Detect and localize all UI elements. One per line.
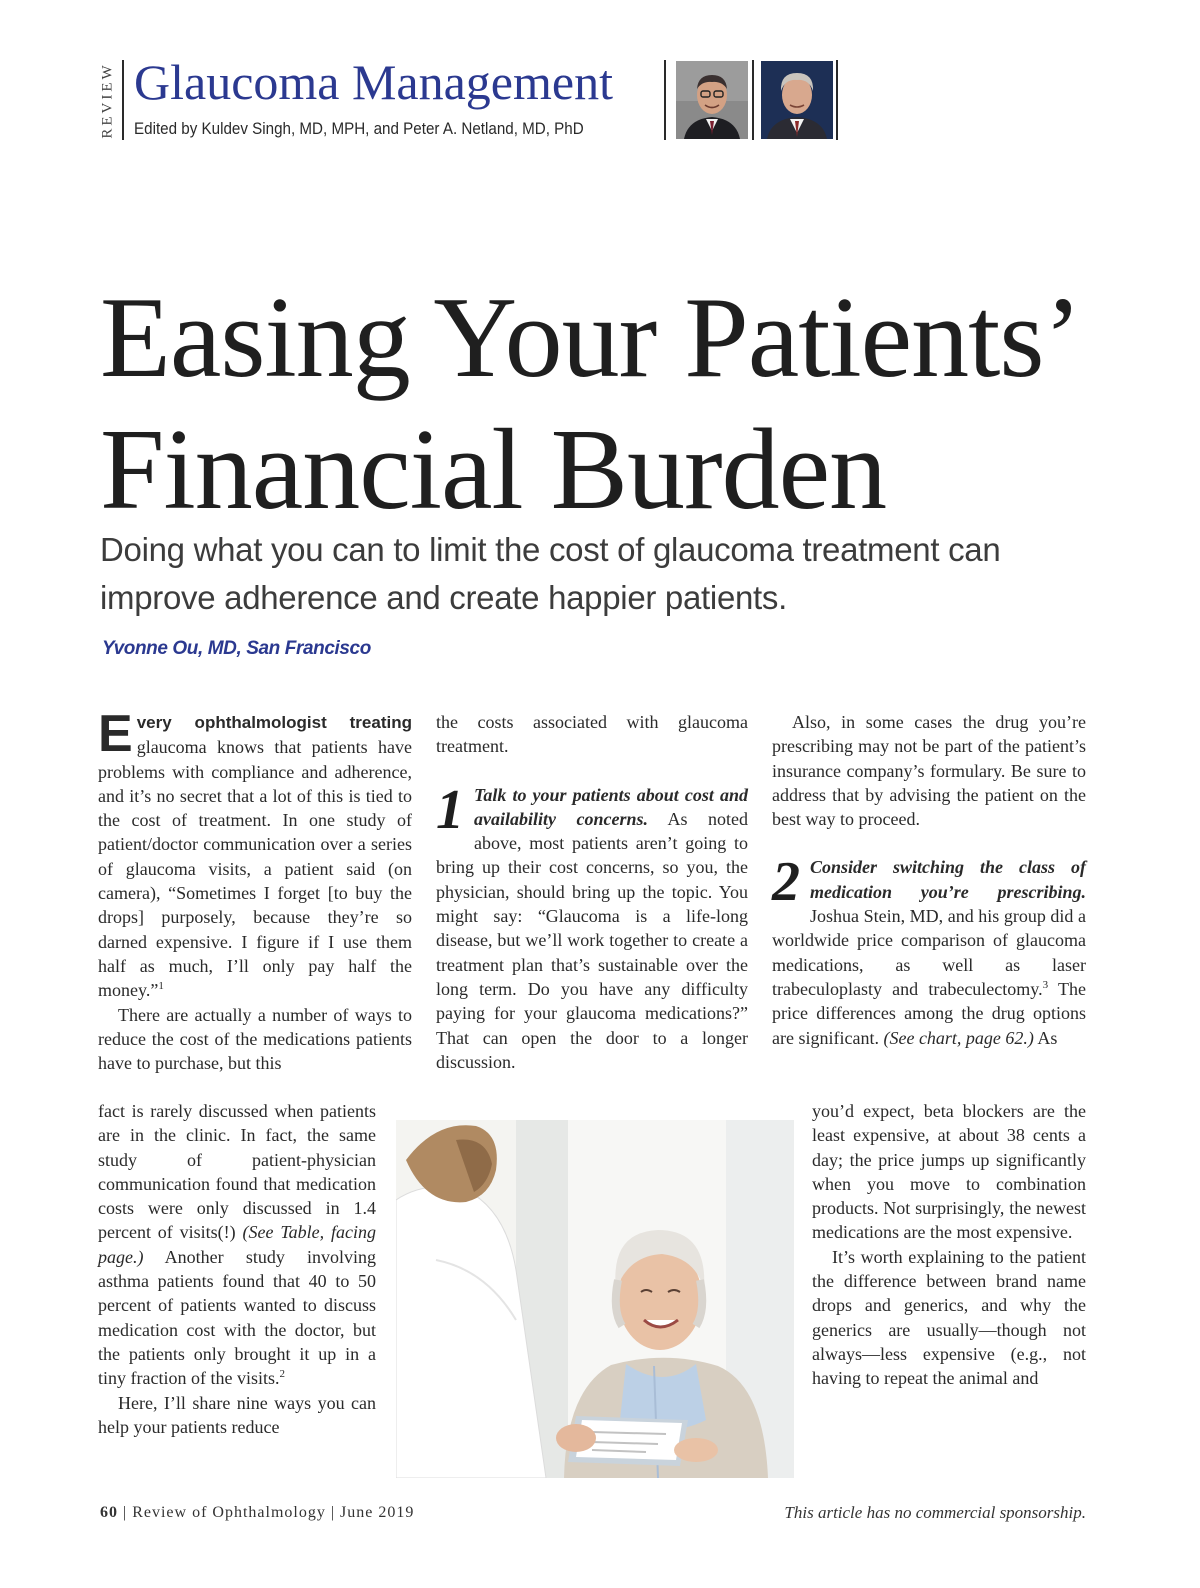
table-reference: (See Table, facing page.) [98,1222,377,1267]
article-title-line1: Easing Your Patients’ [100,274,1082,402]
review-label: REVIEW [99,61,116,139]
page-footer-folio: 60 | Review of Ophthalmology | June 2019 [100,1504,415,1521]
publication-name: Review of Ophthalmology [132,1504,326,1521]
lead-in: very ophthalmologist treating [136,713,412,732]
reference-3: 3 [1042,978,1049,991]
section-title: Glaucoma Management [134,54,613,110]
doctor-patient-photo [396,1120,794,1478]
paragraph-generics: It’s worth explaining to the patient the difference between brand name drops and generics, and why the generics are usually—though not always—less expensive (e.g., not having to repeat the animal and [812,1246,1086,1389]
editor-photo-netland [761,61,833,139]
article-title-line2: Financial Burden [100,406,887,534]
body-column-3-bottom [812,1099,1086,1391]
issue-date: June 2019 [340,1504,415,1521]
header-divider [836,60,838,140]
header-divider [752,60,754,140]
paragraph-nine-ways-cont: the costs associated with glaucoma treatment. [436,712,748,757]
editor-photo-singh [676,61,748,139]
drop-cap: E [98,705,133,763]
step-2-paragraph: 2 Consider switching the class of medication you’re prescribing. Joshua Stein, MD, and his group did a worldwide price comparison of glaucoma medications, as well as laser trabeculoplasty and trabeculectomy.$^3$ The price differences among the drug options are significant. (See chart, page 62.) As [772,851,1086,1048]
step-1-number: 1 [436,778,464,841]
page-number: 60 [100,1504,118,1521]
step-2-paragraph-cont: you’d expect, beta blockers are the least expensive, at about 38 cents a day; the price jumps up significantly when you move to combination products. Not surprisingly, the newest medications are the most expensive. [812,1101,1086,1243]
paragraph-cost-ways-cont: fact is rarely discussed when patients are in the clinic. In fact, the same study of patient-physician communication found that medication costs were only discussed in 1.4 percent of visits(!) (See Table, facing page.) Another study involving asthma patients found that 40 to 50 percent of patients wanted to discuss medication cost with the doctor, but the patients only brought it up in a tiny fraction of the visits.$^2$ [98,1101,377,1389]
chart-reference: (See chart, page 62.) [883,1027,1034,1048]
header-divider [664,60,666,140]
step-1-heading: Talk to your patients about cost and availability concerns. [474,784,748,829]
paragraph-formulary: Also, in some cases the drug you’re prescribing may not be part of the patient’s insurance company’s formulary. Be sure to address that by advising the patient on the best way to proceed. [772,712,1086,830]
sponsorship-note: This article has no commercial sponsorship. [784,1503,1086,1522]
editors-credit: Edited by Kuldev Singh, MD, MPH, and Peter A. Netland, MD, PhD [134,120,584,138]
author-byline: Yvonne Ou, MD, San Francisco [102,638,371,659]
reference-2: 2 [279,1368,285,1381]
step-2-number: 2 [772,851,800,914]
article-title [100,272,1081,536]
body-column-3-top [772,710,1086,1050]
reference-1: 1 [158,980,164,993]
body-column-1-bottom [98,1099,376,1439]
step-2-heading: Consider switching the class of medication you’re prescribing. [810,857,1086,902]
body-column-2 [436,710,748,1074]
paragraph-nine-ways: Here, I’ll share nine ways you can help your patients reduce [98,1392,376,1437]
paragraph-cost-ways: There are actually a number of ways to reduce the cost of the medications patients have to purchase, but this [98,1004,412,1074]
article-subtitle: Doing what you can to limit the cost of glaucoma treatment can improve adherence and create happier patients. [100,531,1001,616]
header-divider [122,60,124,140]
paragraph-intro: Every ophthalmologist treating glaucoma knows that patients have problems with compliance and adherence, and it’s no secret that a lot of this is tied to the cost of treatment. In one study of patient/doctor communication over a series of glaucoma visits, a patient said (on camera), “Sometimes I forget [to buy the drops] purposely, because they’re so darned expensive. I figure if I use them half as much, I’ll only pay half the money.”$^1$ [98,705,412,1001]
step-1-paragraph: 1 Talk to your patients about cost and availability concerns. As noted above, most patients aren’t going to bring up their cost concerns, so you, the physician, should bring up the topic. You might say: “Glaucoma is a life-long disease, but we’ll work together to create a treatment plan that’s sustainable over the long term. Do you have any difficulty paying for your glaucoma medications?” That can open the door to a longer discussion. [436,778,748,1072]
body-column-1-top [98,705,412,1075]
